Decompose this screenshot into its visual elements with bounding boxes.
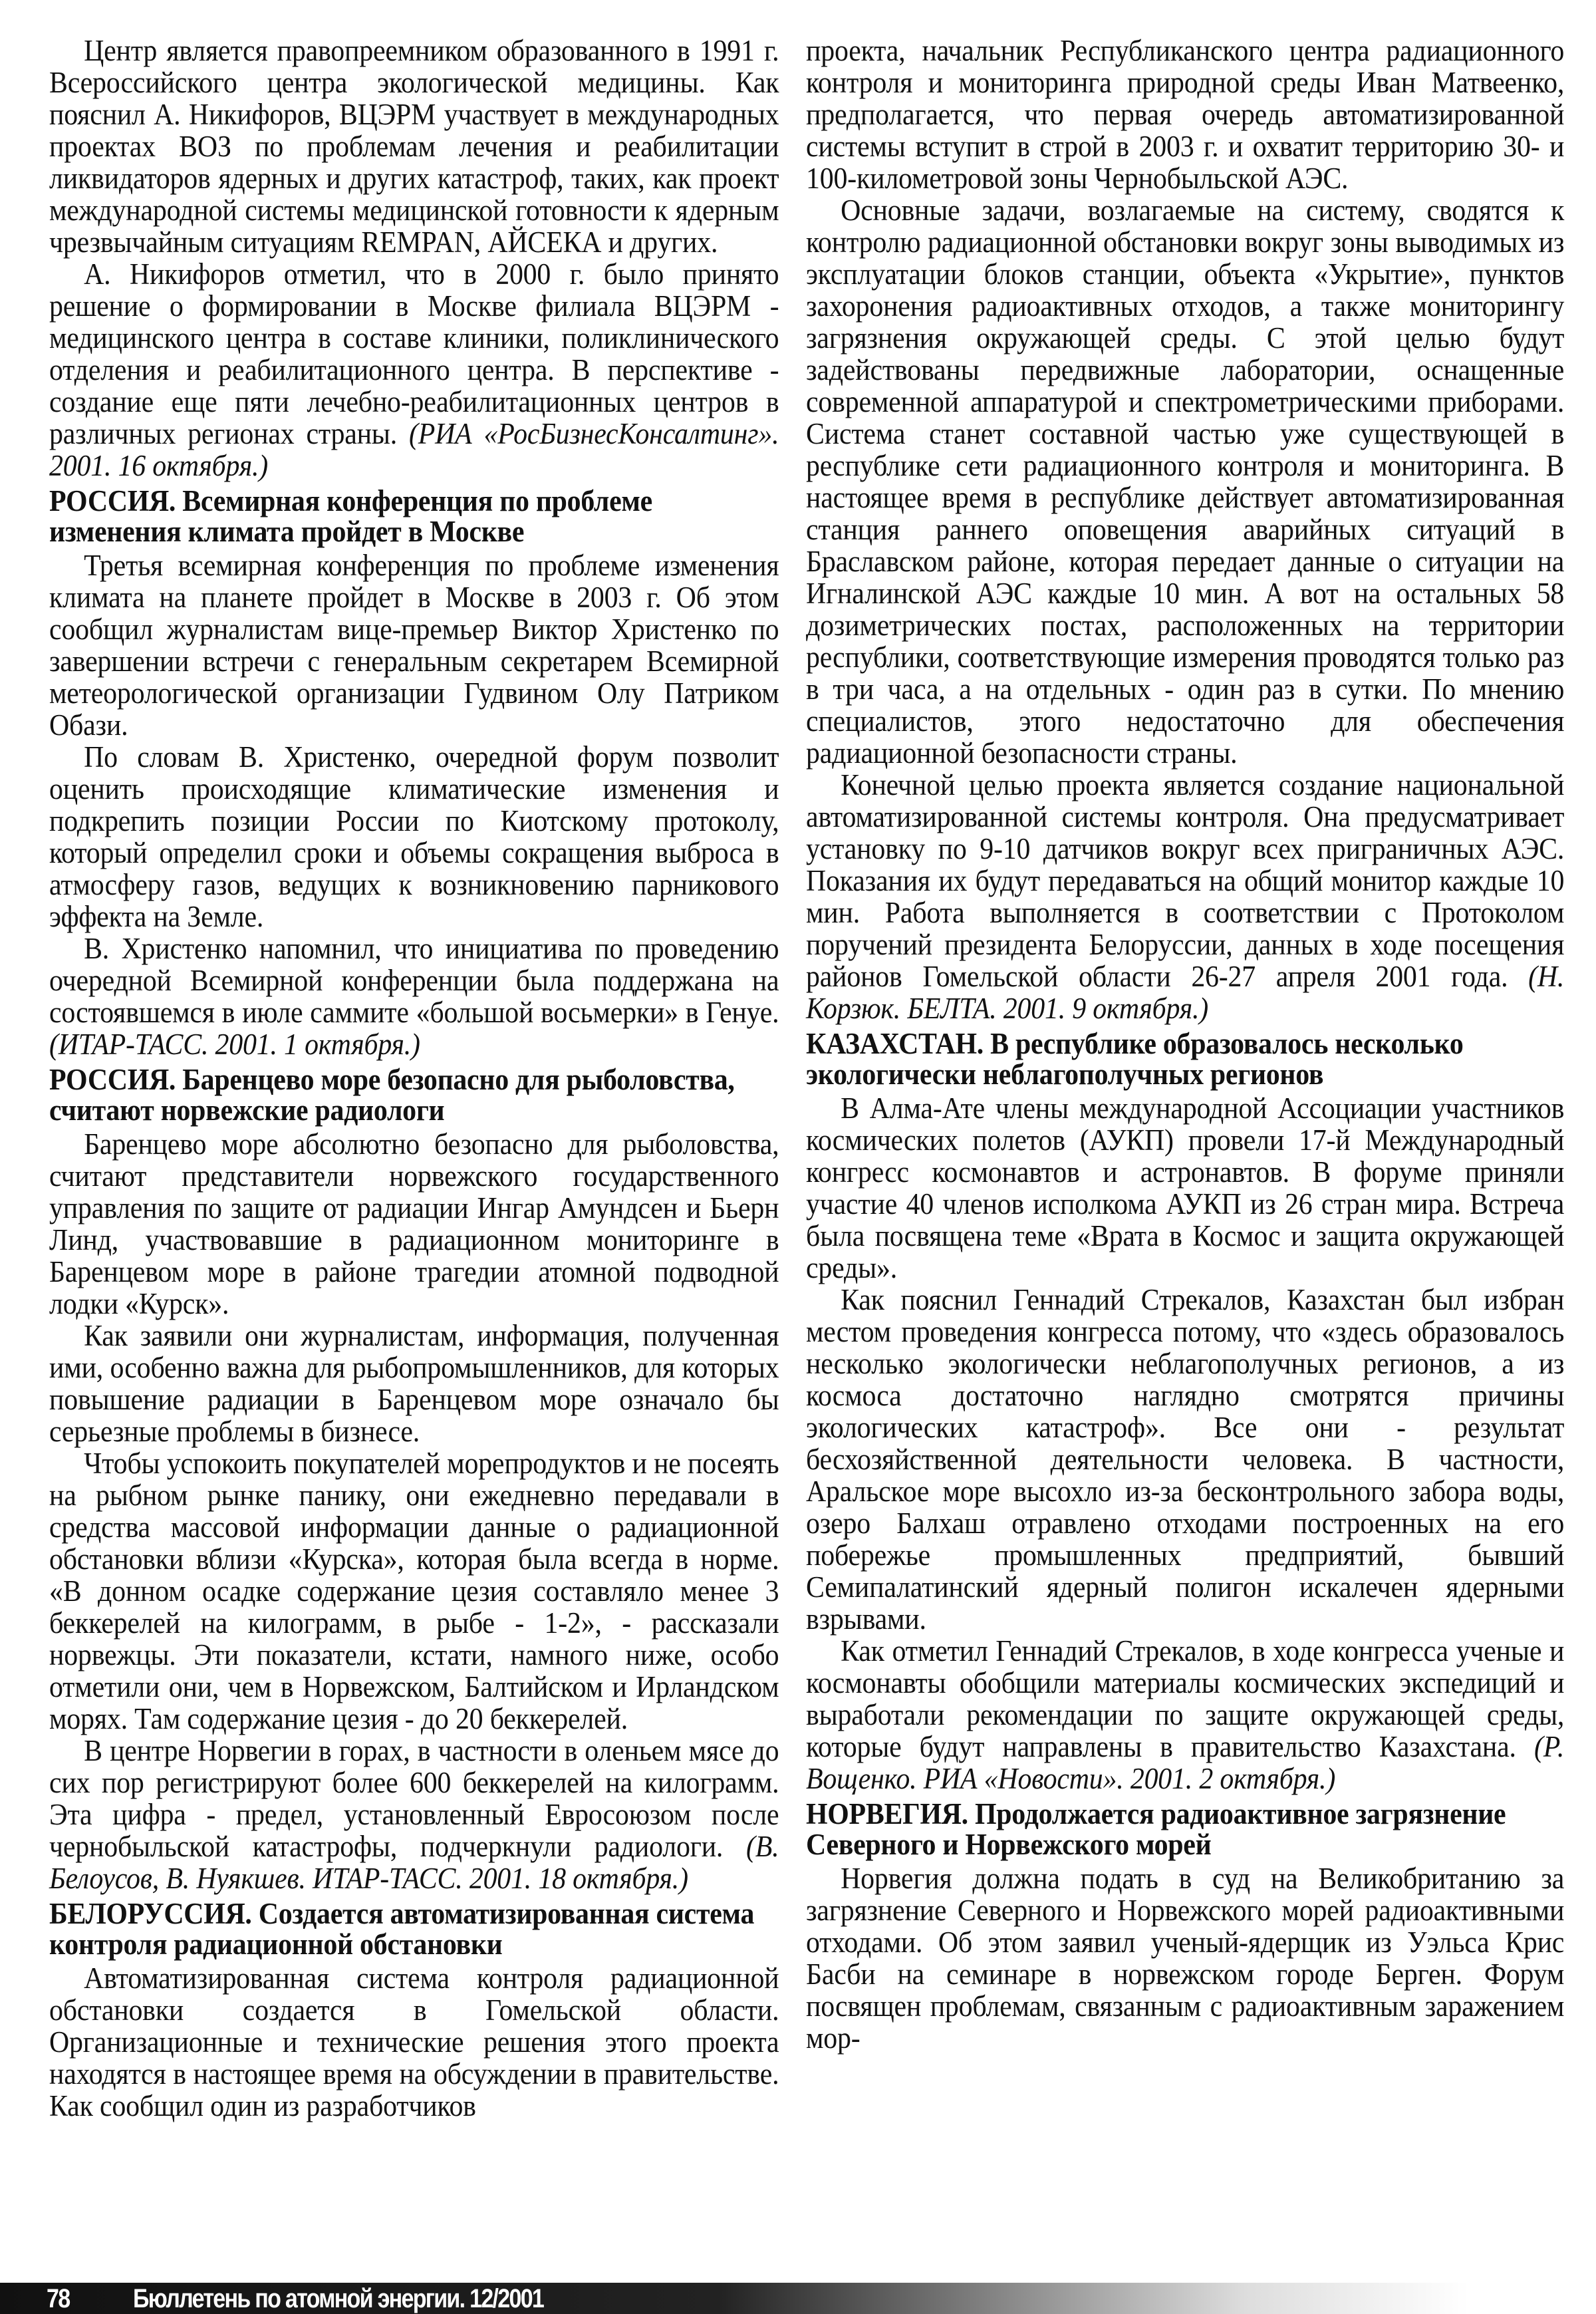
paragraph-text: проекта, начальник Республиканского центра радиационного контроля и мониторинга природной среды Иван Матвеенко, предполагается, что первая очередь автоматизированной системы вступит в строй в 2003 г. и охватит территорию 30- и 100-километровой зоны Чернобыльской АЭС. bbox=[806, 34, 1565, 195]
paragraph-text: Как пояснил Геннадий Стрекалов, Казахстан был избран местом проведения конгресса потому, что «здесь образовалось несколько экологически неблагополучных регионов, а из космоса достаточно наглядно смотрятся причины экологических катастроф». Все они - результат бесхозяйственной деятельности человека. В частности, Аральское море высохло из-за бесконтрольного забора воды, озеро Балхаш отравлено отходами построенных на его побережье промышленных предприятий, бывший Семипалатинский ядерный полигон искалечен ядерными взрывами. bbox=[806, 1283, 1565, 1636]
source-citation: (ИТАР-ТАСС. 2001. 1 октября.) bbox=[49, 1028, 420, 1061]
article-paragraph bbox=[49, 35, 779, 258]
article-paragraph bbox=[49, 1962, 779, 2122]
article-column-left bbox=[49, 35, 779, 2122]
headline-text: БЕЛОРУССИЯ. Создается автоматизированная система контроля радиационной обстановки bbox=[49, 1897, 755, 1961]
headline-text: КАЗАХСТАН. В республике образовалось несколько экологически неблагополучных регионов bbox=[806, 1027, 1464, 1091]
source-citation: (В. Белоусов, В. Нуякшев. ИТАР-ТАСС. 2001. 18 октября.) bbox=[49, 1830, 779, 1895]
article-paragraph bbox=[806, 1862, 1564, 2054]
article-paragraph bbox=[49, 258, 779, 482]
article-paragraph bbox=[806, 769, 1564, 1024]
paragraph-text: Чтобы успокоить покупателей морепродуктов и не посеять на рыбном рынке панику, они ежедневно передавали в средства массовой информации данные о радиационной обстановки вблизи «Курска», которая была всегда в норме. «В донном осадке содержание цезия составляло менее 3 беккерелей на килограмм, в рыбе - 1-2», - рассказали норвежцы. Эти показатели, кстати, намного ниже, особо отметили они, чем в Норвежском, Балтийском и Ирландском морях. Там содержание цезия - до 20 беккерелей. bbox=[49, 1447, 779, 1735]
article-paragraph bbox=[49, 1447, 779, 1735]
journal-title: Бюллетень по атомной энергии. 12/2001 bbox=[133, 2284, 544, 2313]
paragraph-text: В Алма-Ате члены международной Ассоциации участников космических полетов (АУКП) провели 17-й Международный конгресс космонавтов и астронавтов. В форуме приняли участие 40 членов исполкома АУКП из 26 стран мира. Встреча была посвящена теме «Врата в Космос и защита окружающей среды». bbox=[806, 1091, 1565, 1284]
article-paragraph bbox=[806, 35, 1564, 194]
source-citation: (РИА «РосБизнесКонсалтинг». 2001. 16 октября.) bbox=[49, 417, 779, 482]
paragraph-text: В. Христенко напомнил, что инициатива по проведению очередной Всемирной конференции была поддержана на состоявшемся в июле саммите «большой восьмерки» в Генуе. bbox=[49, 932, 779, 1029]
headline-text: РОССИЯ. Баренцево море безопасно для рыболовства, считают норвежские радиологи bbox=[49, 1063, 735, 1127]
news-headline bbox=[49, 1898, 779, 1959]
source-citation: (Н. Корзюк. БЕЛТА. 2001. 9 октября.) bbox=[806, 960, 1565, 1025]
article-paragraph bbox=[49, 1128, 779, 1320]
article-paragraph bbox=[806, 1635, 1564, 1795]
paragraph-text: Автоматизированная система контроля радиационной обстановки создается в Гомельской области. Организационные и технические решения этого проекта находятся в настоящее время на обсуждении в правительстве. Как сообщил один из разработчиков bbox=[49, 1961, 779, 2122]
headline-text: РОССИЯ. Всемирная конференция по проблеме изменения климата пройдет в Москве bbox=[49, 484, 652, 548]
paragraph-text: В центре Норвегии в горах, в частности в оленьем мясе до сих пор регистрируют более 600 беккерелей на килограмм. Эта цифра - предел, установленный Евросоюзом после чернобыльской катастрофы, подчеркнули радиологи. bbox=[49, 1734, 779, 1863]
article-paragraph bbox=[806, 1092, 1564, 1284]
article-paragraph bbox=[49, 549, 779, 741]
paragraph-text: Норвегия должна подать в суд на Великобританию за загрязнение Северного и Норвежского морей радиоактивными отходами. Об этом заявил ученый-ядерщик из Уэльса Крис Басби на семинаре в норвежском городе Берген. Форум посвящен проблемам, связанным с радиоактивным заражением мор- bbox=[806, 1862, 1565, 2055]
paragraph-text: Как заявили они журналистам, информация, полученная ими, особенно важна для рыбопромышленников, для которых повышение радиации в Баренцевом море означало бы серьезные проблемы в бизнесе. bbox=[49, 1319, 779, 1448]
article-paragraph bbox=[49, 741, 779, 933]
paragraph-text: Центр является правопреемником образованного в 1991 г. Всероссийского центра экологической медицины. Как пояснил А. Никифоров, ВЦЭРМ участвует в международных проектах ВОЗ по проблемам лечения и реабилитации ликвидаторов ядерных и других катастроф, таких, как проект международной системы медицинской готовности к ядерным чрезвычайным ситуациям REMPAN, АЙСЕКА и других. bbox=[49, 34, 779, 259]
news-headline bbox=[49, 486, 779, 547]
page-number: 78 bbox=[47, 2284, 70, 2313]
headline-text: НОРВЕГИЯ. Продолжается радиоактивное загрязнение Северного и Норвежского морей bbox=[806, 1797, 1506, 1861]
paragraph-text: Как отметил Геннадий Стрекалов, в ходе конгресса ученые и космонавты обобщили материалы космических экспедиций и выработали рекомендации по защите окружающей среды, которые будут направлены в правительство Казахстана. bbox=[806, 1634, 1565, 1763]
page-footer bbox=[0, 2283, 1596, 2314]
article-paragraph bbox=[806, 194, 1564, 769]
news-headline bbox=[49, 1064, 779, 1125]
paragraph-text: Конечной целью проекта является создание национальной автоматизированной системы контроля. Она предусматривает установку по 9-10 датчиков вокруг всех приграничных АЭС. Показания их будут передаваться на общий монитор каждые 10 мин. Работа выполняется в соответствии с Протоколом поручений президента Белоруссии, данных в ходе посещения районов Гомельской области 26-27 апреля 2001 года. bbox=[806, 768, 1565, 993]
news-headline bbox=[806, 1028, 1564, 1089]
article-paragraph bbox=[49, 1320, 779, 1447]
article-paragraph bbox=[49, 1735, 779, 1894]
paragraph-text: Баренцево море абсолютно безопасно для рыболовства, считают представители норвежского государственного управления по защите от радиации Ингар Амундсен и Бьерн Линд, участвовавшие в радиационном мониторинге в Баренцевом море в районе трагедии атомной подводной лодки «Курск». bbox=[49, 1127, 779, 1320]
paragraph-text: Третья всемирная конференция по проблеме изменения климата на планете пройдет в Москве в 2003 г. Об этом сообщил журналистам вице-премьер Виктор Христенко по завершении встречи с генеральным секретарем Всемирной метеорологической организации Гудвином Олу Патриком Обази. bbox=[49, 549, 779, 742]
article-paragraph bbox=[806, 1284, 1564, 1635]
article-column-right bbox=[806, 35, 1564, 2054]
paragraph-text: По словам В. Христенко, очередной форум позволит оценить происходящие климатические изменения и подкрепить позиции России по Киотскому протоколу, который определил сроки и объемы сокращения выброса в атмосферу газов, ведущих к возникновению парникового эффекта на Земле. bbox=[49, 740, 779, 933]
article-paragraph bbox=[49, 933, 779, 1060]
source-citation: (Р. Вощенко. РИА «Новости». 2001. 2 октября.) bbox=[806, 1730, 1565, 1795]
news-headline bbox=[806, 1799, 1564, 1860]
paragraph-text: А. Никифоров отметил, что в 2000 г. было принято решение о формировании в Москве филиала ВЦЭРМ - медицинского центра в составе клиники, поликлинического отделения и реабилитационного центра. В перспективе - создание еще пяти лечебно-реабилитационных центров в различных регионах страны. bbox=[49, 257, 779, 450]
paragraph-text: Основные задачи, возлагаемые на систему, сводятся к контролю радиационной обстановки вокруг зоны выводимых из эксплуатации блоков станции, объекта «Укрытие», пунктов захоронения радиоактивных отходов, а также мониторингу загрязнения окружающей среды. С этой целью будут задействованы передвижные лаборатории, оснащенные современной аппаратурой и спектрометрическими приборами. Система станет составной частью уже существующей в республике сети радиационного контроля и мониторинга. В настоящее время в республике действует автоматизированная станция раннего оповещения аварийных ситуаций в Браславском районе, которая передает данные о ситуации на Игналинской АЭС каждые 10 мин. А вот на остальных 58 дозиметрических постах, расположенных на территории республики, соответствующие измерения проводятся только раз в три часа, а на отдельных - один раз в сутки. По мнению специалистов, этого недостаточно для обеспечения радиационной безопасности страны. bbox=[806, 194, 1565, 770]
